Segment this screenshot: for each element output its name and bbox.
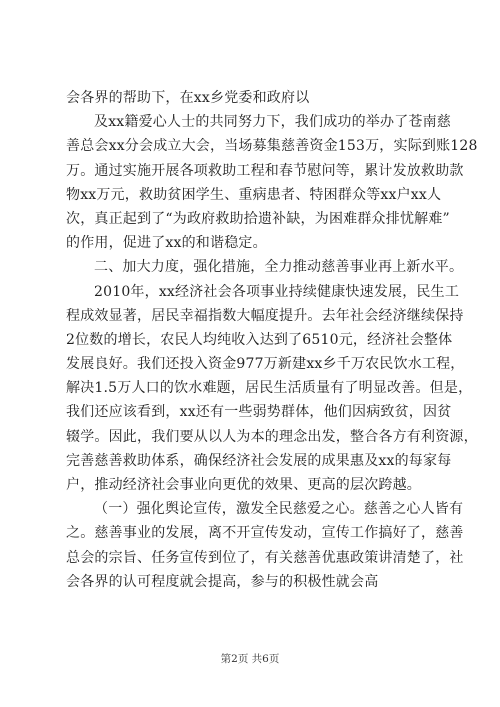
text-line: 及xx籍爱心人士的共同努力下，我们成功的举办了苍南慈: [94, 114, 451, 131]
text-line: 次，真正起到了“为政府救助拾遗补缺，为困难群众排忧解难”: [66, 210, 450, 227]
text-line: 之。慈善事业的发展，离不开宣传发动，宣传工作搞好了，慈善: [66, 525, 464, 542]
text-line: 2位数的增长，农民人均纯收入达到了6510元，经济社会整体: [66, 331, 453, 348]
text-line: 解决1.5万人口的饮水难题，居民生活质量有了明显改善。但是，: [66, 380, 473, 397]
text-line: 户，推动经济社会事业向更优的效果、更高的层次跨越。: [66, 477, 421, 493]
document-body: [66, 86, 478, 594]
text-line: 二、加大力度，强化措施，全力推动慈善事业再上新水平。: [94, 259, 464, 276]
text-line: 辍学。因此，我们要从以人为本的理念出发，整合各方有利资源，: [66, 428, 478, 445]
text-line: 总会的宗旨、任务宣传到位了，有关慈善优惠政策讲清楚了，社: [66, 549, 464, 566]
text-line: 程成效显著，居民幸福指数大幅度提升。去年社会经济继续保持: [66, 307, 464, 324]
text-line: 发展良好。我们还投入资金977万新建xx乡千万农民饮水工程，: [66, 356, 465, 373]
text-line: 物xx万元，救助贫困学生、重病患者、特困群众等xx户xx人: [66, 186, 442, 203]
text-line: 会各界的帮助下，在xx乡党委和政府以: [66, 90, 310, 106]
page-footer: 第2页 共6页: [220, 653, 280, 665]
text-line: 我们还应该看到，xx还有一些弱势群体，他们因病致贫，因贫: [66, 404, 452, 421]
text-line: （一）强化舆论宣传，激发全民慈爱之心。慈善之心人皆有: [94, 501, 464, 518]
text-line: 完善慈善救助体系，确保经济社会发展的成果惠及xx的每家每: [66, 452, 452, 469]
text-line: 万。通过实施开展各项救助工程和春节慰问等，累计发放救助款: [66, 162, 464, 179]
text-line: 善总会xx分会成立大会，当场募集慈善资金153万，实际到账128: [66, 138, 478, 155]
text-line: 2010年，xx经济社会各项事业持续健康快速发展，民生工: [94, 283, 460, 300]
text-line: 会各界的认可程度就会提高，参与的积极性就会高: [66, 573, 379, 590]
text-line: 的作用，促进了xx的和谐稳定。: [66, 235, 267, 252]
